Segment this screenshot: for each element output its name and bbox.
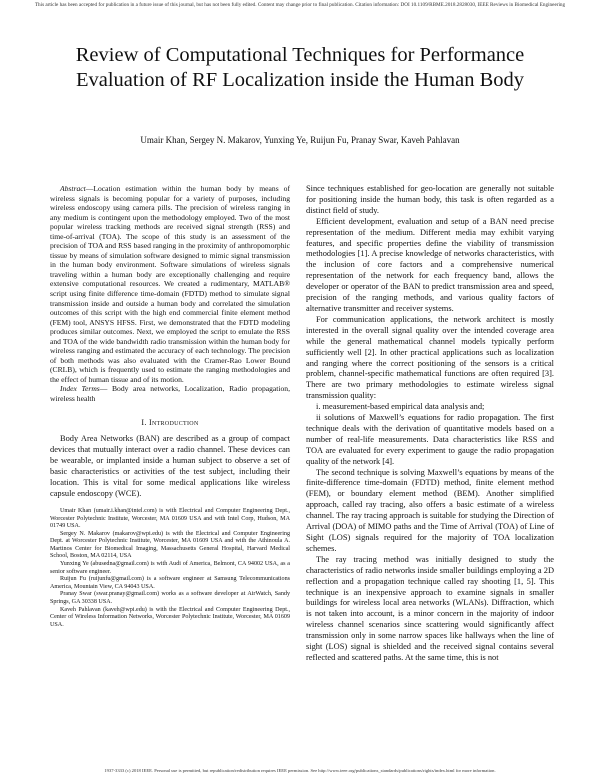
body-paragraph: The second technique is solving Maxwell’s equations by means of the finite-difference time-domain (FDTD) method, finite element method (FEM), or boundary element method (BEM). Another simplified approach, called ray tracing, also offers a basic estimate of a wireless channel. The ray tracing approach is suitable for studying the Direction of Arrival (DOA) of MIMO paths and the Time of Arrival (TOA) of Line of Sight (LOS) signals required for the majority of TOA localization schemes. [306,467,554,553]
footnote: Yunxing Ye (abusedna@gmail.com) is with Audi of America, Belmont, CA 94002 USA, as a senior software engineer. [50,561,290,575]
left-column [50,184,290,629]
footnote: Pranay Swar (swar.pranay@gmail.com) works as a software developer at AirWatch, Sandy Springs, GA 30338 USA. [50,591,290,606]
paper-title: Review of Computational Techniques for Performance Evaluation of RF Localization inside the Human Body [75,44,525,91]
right-column [306,184,554,664]
body-paragraph: Since techniques established for geo-location are generally not suitable for positioning inside the human body, this task is often regarded as a distinct field of study. [306,184,554,215]
footnote: Umair Khan (umair.i.khan@intel.com) is with Electrical and Computer Engineering Dept., Worcester Polytechnic Institute, Worcester, MA 01609 USA and with Intel Corp, Hudson, MA 01749 USA. [50,507,290,530]
journal-header-note: This article has been accepted for publication in a future issue of this journal, but has not been fully edited. Content may change prior to final publication. Citation information: DOI 10.1109/RBME.2018.2828030, IEEE Reviews in Biomedical Engineering [34,2,566,8]
body-paragraph: The ray tracing method was initially designed to study the characteristics of radio networks inside smaller buildings employing a 2D reflection and a propagation technique called ray shooting [1, 5]. This technique is an inexpensive approach to examine signals in smaller buildings for wireless local area networks (WLANs). Diffraction, which is not taken into account, is a minor concern in the majority of indoor wireless channel scenarios since scattering would significantly affect transmission only in some narrow spaces like hallways when the line of sight (LOS) signal is shielded and the received signal contains several reflected and scattered paths. At the same time, this is not [306,554,554,662]
author-list: Umair Khan, Sergey N. Makarov, Yunxing Ye, Ruijun Fu, Pranay Swar, Kaveh Pahlavan [140,135,460,145]
index-terms-label: Index Terms [60,384,100,394]
body-paragraph: For communication applications, the network architect is mostly interested in the overall signal quality over the intended coverage area while the general mathematical channel models typically perform sufficiently well [2]. In other practical applications such as localization and ranging where the correct positioning of the sensors is a critical problem, channel-specific mathematical functions are often required [3]. There are two primary methodologies to estimate wireless signal transmission quality: [306,314,554,401]
copyright-footer: 1937-3333 (c) 2018 IEEE. Personal use is permitted, but republication/redistribution requires IEEE permission. See http://www.ieee.org/publications_standards/publications/rights/index.html for more information. [104,768,496,773]
list-item: i. measurement-based empirical data analysis and; [316,402,485,412]
section-numeral: I. [141,417,147,427]
abstract-text: —Location estimation within the human body by means of wireless signals is becoming popular for a variety of purposes, including wireless endoscopy using camera pills. The precision of wireless ranging in any medium is contingent upon the methodology employed. Two of the most popular wireless tracking methods are received signal strength (RSS) and time-of-arrival (TOA). The scope of this study is an assessment of the precision of TOA and RSS based ranging in the proximity of anthropomorphic tissue by means of simulation software designed to mimic signal transmission in the human body environment. Software simulations of wireless signals traveling within a human body are exceptionally challenging and require extensive computational resources. We created a rudimentary, MATLAB® script using finite difference time-domain (FDTD) method to simulate signal transmission inside and outside a human body and correlated the simulation outcomes of this script with the high end commercial finite element method (FEM) tool, ANSYS HFSS. First, we demonstrated that the FDTD modeling produces similar outcomes. Next, we employed the script to emulate the RSS and TOA of the wide bandwidth radio transmission within the human body for wireless ranging and estimated the accuracy of each technology. The precision of both methods was also evaluated with the Cramer-Rao Lower Bound (CRLB), which is frequently used to estimate the ranging methodologies and the effect of human tissue and of its motion. [50,184,290,384]
section-title: Introduction [148,417,199,427]
footnote: Sergey N. Makarov (makarov@wpi.edu) is with the Electrical and Computer Engineering Dept. at Worcester Polytechnic Institute, Worcester, MA 01609 USA and with the Athinoula A. Martinos Center for Biomedical Imaging, Massachusetts General Hospital, Harvard Medical School, Boston, MA 02114, USA [50,530,290,560]
intro-paragraph-1: Body Area Networks (BAN) are described as a group of compact devices that mutually interact over a radio channel. These devices can be wearable, or implanted inside a human subject to observe a set of basic characteristics or activities of the test subject, including their location. This is vital for some medical applications like wireless capsule endoscopy (WCE). [50,434,290,499]
body-paragraph: Efficient development, evaluation and setup of a BAN need precise representation of the medium. Different media may exhibit varying features, and specific properties define the viability of transmission methodologies [1]. A precise knowledge of networks characteristics, with the inclusion of core factors and a comprehensive numerical representation of the network for each frequency band, allows the developer or operator of the BAN to predict transmission area and speed, precision of the ranging methods, and various quality factors of alternative transmitter and receiver systems. [306,216,554,313]
index-terms [50,384,290,403]
section-heading-introduction [50,418,290,429]
abstract [50,184,290,384]
index-terms-text: — Body area networks, Localization, Radio propagation, wireless health [50,384,290,404]
footnote: Kaveh Pahlavan (kaveh@wpi.edu) is with the Electrical and Computer Engineering Dept., Center of Wireless Information Networks, Worcester Polytechnic Institute, Worcester, MA 01609 USA. [50,606,290,628]
footnote: Ruijun Fu (ruijunfu@gmail.com) is a software engineer at Samsung Telecommunications America, Mountain View, CA 94043 USA. [50,576,290,590]
list-item: ii solutions of Maxwell’s equations for radio propagation. The first technique deals with the derivation of quantitative models based on a number of real-life measurements. Data characteristics like RSS and TOA are evaluated for every experiment to gauge the radio propagation quality of the network [4]. [306,413,554,466]
abstract-label: Abstract [60,184,86,193]
author-footnotes [50,508,290,630]
